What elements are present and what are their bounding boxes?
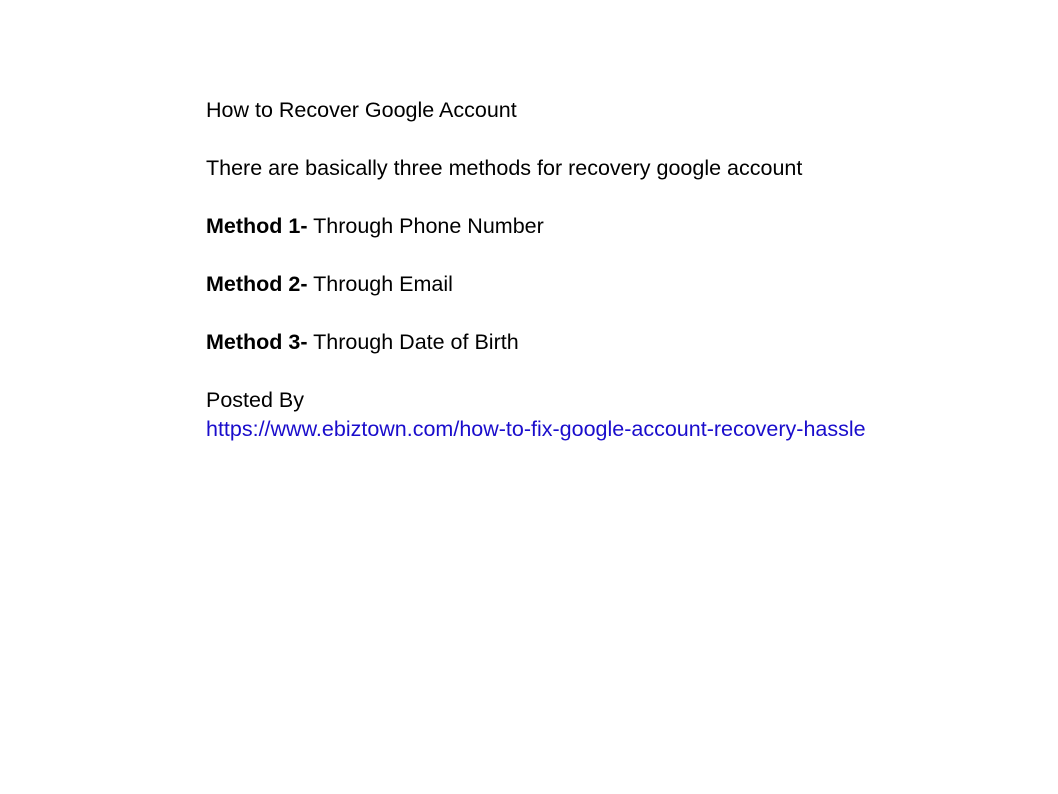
method-2-label: Method 2- — [206, 272, 308, 296]
posted-by-link[interactable]: https://www.ebiztown.com/how-to-fix-google-account-recovery-hassle — [206, 417, 866, 441]
method-3-text: Through Date of Birth — [307, 330, 519, 354]
intro-paragraph: There are basically three methods for recovery google account — [206, 156, 803, 180]
document-title: How to Recover Google Account — [206, 98, 517, 122]
method-2-text: Through Email — [307, 272, 453, 296]
document-page — [206, 98, 936, 441]
method-1-text: Through Phone Number — [307, 214, 544, 238]
method-2 — [206, 272, 936, 297]
method-1-label: Method 1- — [206, 214, 308, 238]
method-3-label: Method 3- — [206, 330, 308, 354]
method-1 — [206, 214, 936, 239]
method-3 — [206, 330, 936, 355]
posted-by-label: Posted By — [206, 388, 304, 412]
